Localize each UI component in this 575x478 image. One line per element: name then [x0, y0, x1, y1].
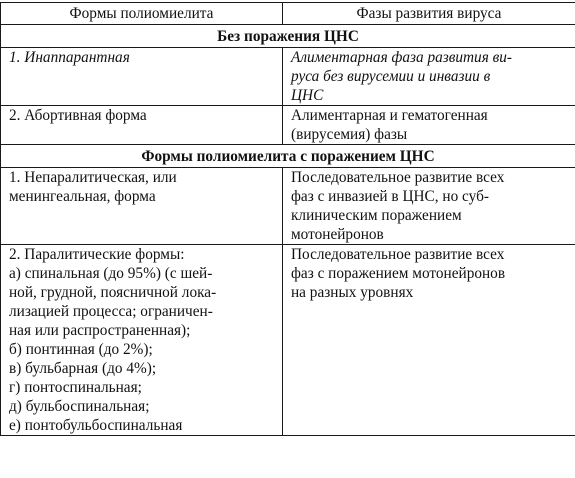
phase-line: руса без вирусемии и инвазии в [291, 68, 491, 85]
phase-line: фаз с инвазией в ЦНС, но суб- [291, 188, 489, 205]
form-line: 2. Абортивная форма [9, 107, 147, 124]
form-line: в) бульбарная (до 4%); [9, 360, 157, 377]
phase-cell [283, 48, 575, 106]
form-line: лизацией процесса; ограничен- [9, 303, 213, 320]
phase-line: клиническим поражением [291, 207, 462, 224]
phase-line: Алиментарная и гематогенная [291, 107, 488, 124]
table-row [1, 168, 575, 245]
form-line: менингеальная, форма [9, 188, 156, 205]
form-line: ная или распространенная); [9, 322, 191, 339]
section-title-no-cns: Без поражения ЦНС [1, 25, 575, 48]
phase-line: ЦНС [291, 87, 324, 104]
form-cell [1, 106, 283, 145]
form-line: г) понтоспинальная; [9, 379, 142, 396]
table-header-row [1, 3, 575, 25]
phase-cell [283, 168, 575, 245]
phase-line: (вирусемия) фазы [291, 126, 408, 143]
phase-cell [283, 245, 575, 436]
form-line: е) понтобульбоспинальная [9, 417, 183, 434]
form-cell [1, 168, 283, 245]
polio-forms-table [0, 2, 575, 436]
form-line: 2. Паралитические формы: [9, 246, 185, 263]
form-line: д) бульбоспинальная; [9, 398, 150, 415]
phase-line: мотонейронов [291, 226, 384, 243]
form-line: 1. Непаралитическая, или [9, 169, 177, 186]
form-cell [1, 48, 283, 106]
header-forms: Формы полиомиелита [1, 3, 283, 25]
phase-line: Последовательное развитие всех [291, 169, 505, 186]
phase-line: фаз с поражением мотонейронов [291, 265, 506, 282]
section-row [1, 25, 575, 48]
section-row [1, 145, 575, 168]
form-line: б) понтинная (до 2%); [9, 341, 153, 358]
form-line: а) спинальная (до 95%) (с шей- [9, 265, 213, 282]
phase-cell [283, 106, 575, 145]
phase-line: Последовательное развитие всех [291, 246, 505, 263]
phase-line: на разных уровнях [291, 284, 414, 301]
form-cell [1, 245, 283, 436]
table-row [1, 245, 575, 436]
form-line: 1. Инаппарантная [9, 49, 130, 66]
table-row [1, 106, 575, 145]
table-row [1, 48, 575, 106]
header-phases: Фазы развития вируса [283, 3, 575, 25]
section-title-with-cns: Формы полиомиелита с поражением ЦНС [1, 145, 575, 168]
phase-line: Алиментарная фаза развития ви- [291, 49, 513, 66]
form-line: ной, грудной, поясничной лока- [9, 284, 217, 301]
